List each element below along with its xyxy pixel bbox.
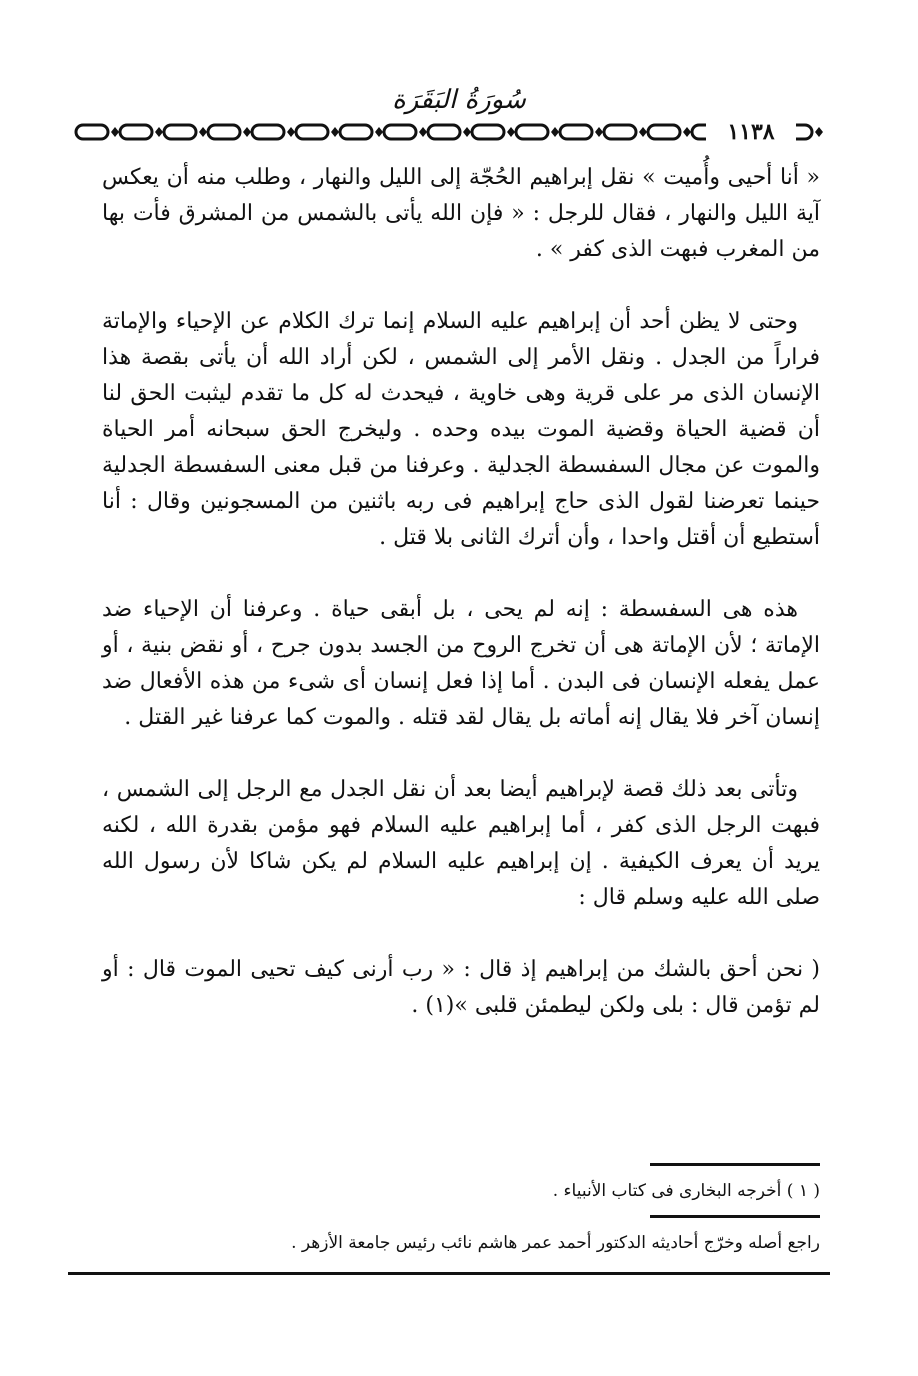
page-number: ١١٣٨ <box>706 118 796 146</box>
paragraph-3: هذه هى السفسطة : إنه لم يحى ، بل أبقى حياة . وعرفنا أن الإحياء ضد الإماتة ؛ لأن الإماتة هى أن تخرج الروح من الجسد بدون جرح ، أو نقض بنية ، أو عمل يفعله الإنسان فى البدن . أما إذا فعل إنسان أى شىء من هذه الأفعال ضد إنسان آخر فلا يقال إنه أماته بل يقال لقد قتله . والموت كما عرفنا غير القتل . <box>102 597 820 730</box>
footnote-separator <box>650 1163 820 1166</box>
surah-title: سُورَةُ البَقَرَة <box>392 85 526 115</box>
hadith-quote: ( نحن أحق بالشك من إبراهيم إذ قال : « رب أرنى كيف تحيى الموت قال : أو لم تؤمن قال : بلى ولكن ليطمئن قلبى »(١) . <box>102 957 820 1018</box>
footnote-separator-2 <box>650 1215 820 1218</box>
main-text <box>102 160 820 1060</box>
paragraph-2: وحتى لا يظن أحد أن إبراهيم عليه السلام إنما ترك الكلام عن الإحياء والإماتة فراراً من الجدل . ونقل الأمر إلى الشمس ، لكن أراد الله أن يأتى بقصة هذا الإنسان الذى مر على قرية وهى خاوية ، فيحدث له كل ما تقدم ليثبت الحق لنا أن قضية الحياة وقضية الموت بيده وحده . وليخرج الحق سبحانه أمر الحياة والموت عن مجال السفسطة الجدلية . وعرفنا من قبل معنى السفسطة الجدلية حينما تعرضنا لقول الذى حاج إبراهيم فى ربه باثنين من المسجونين وقال : أنا أستطيع أن أقتل واحدا ، وأن أترك الثانى بلا قتل . <box>102 309 820 550</box>
paragraph-1: « أنا أحيى وأُميت » نقل إبراهيم الحُجّة إلى الليل والنهار ، وطلب منه أن يعكس آية الليل والنهار ، فقال للرجل : « فإن الله يأتى بالشمس من المشرق فأت بها من المغرب فبهت الذى كفر » . <box>102 165 820 262</box>
review-note: راجع أصله وخرّج أحاديثه الدكتور أحمد عمر هاشم نائب رئيس جامعة الأزهر . <box>291 1233 820 1253</box>
bottom-rule <box>68 1272 830 1275</box>
footnote-1: ( ١ ) أخرجه البخارى فى كتاب الأنبياء . <box>552 1181 820 1201</box>
paragraph-4: وتأتى بعد ذلك قصة لإبراهيم أيضا بعد أن نقل الجدل مع الرجل إلى الشمس ، فبهت الرجل الذى كفر ، أما إبراهيم عليه السلام فهو مؤمن بقدرة الله ، لكنه يريد أن يعرف الكيفية . إن إبراهيم عليه السلام لم يكن شاكا لأن رسول الله صلى الله عليه وسلم قال : <box>102 777 821 910</box>
